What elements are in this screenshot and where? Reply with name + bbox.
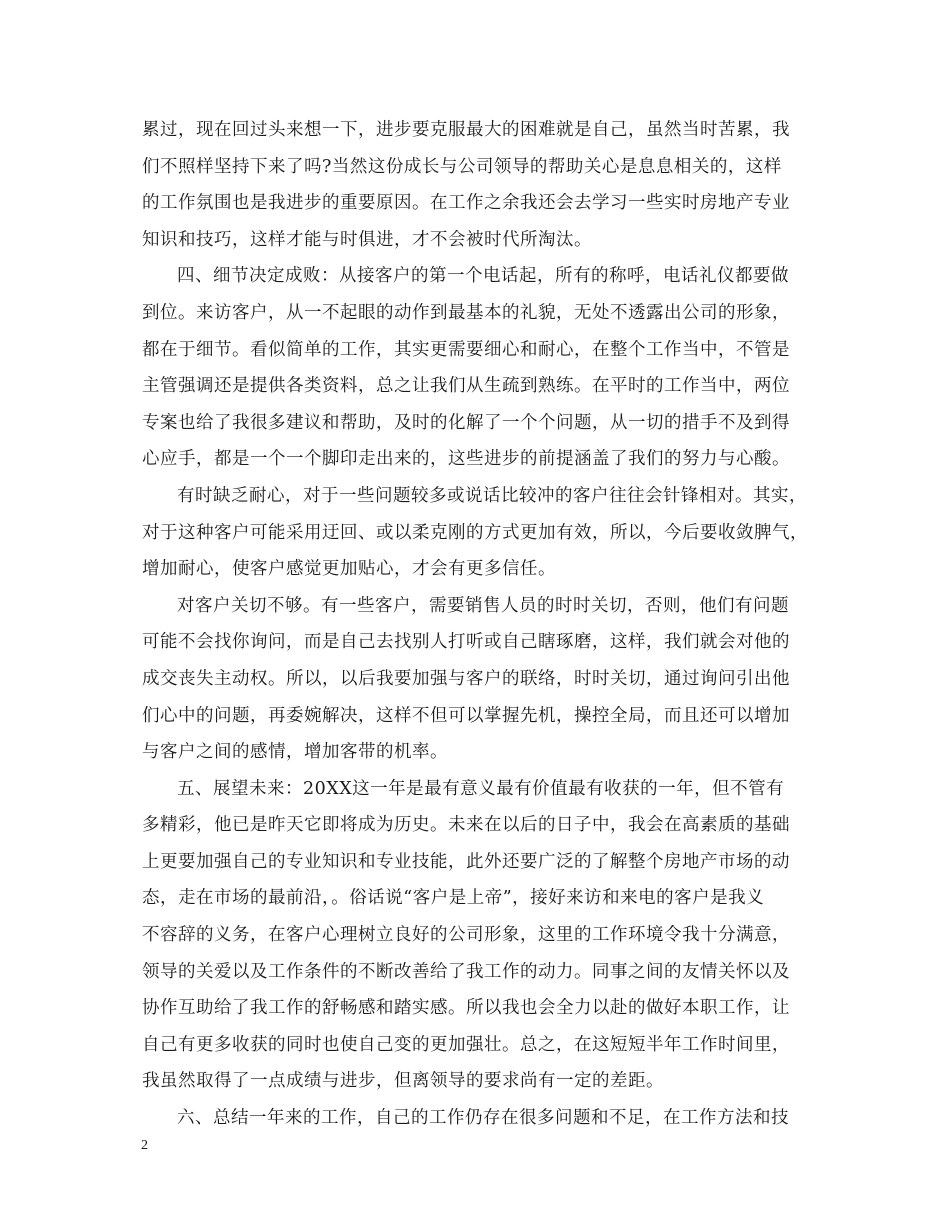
text-line: 专案也给了我很多建议和帮助，及时的化解了一个个问题，从一切的措手不及到得	[142, 412, 790, 433]
text-line: 与客户之间的感情，增加客带的机率。	[142, 742, 448, 763]
text-line: 心应手，都是一个一个脚印走出来的，这些进步的前提涵盖了我们的努力与心酸。	[142, 449, 790, 470]
paragraph-first-line: 五、展望未来：20XX这一年是最有意义最有价值最有收获的一年，但不管有	[177, 778, 785, 799]
paragraph-first-line: 有时缺乏耐心，对于一些问题较多或说话比较冲的客户往往会针锋相对。其实，	[177, 485, 807, 506]
text-line: 到位。来访客户，从一不起眼的动作到最基本的礼貌，无处不透露出公司的形象，	[142, 302, 790, 323]
text-line: 累过，现在回过头来想一下，进步要克服最大的困难就是自己，虽然当时苦累，我	[142, 120, 790, 140]
text-line: 们心中的问题，再委婉解决，这样不但可以掌握先机，操控全局，而且还可以增加	[142, 705, 790, 726]
paragraph-first-line: 对客户关切不够。有一些客户，需要销售人员的时时关切，否则，他们有问题	[177, 595, 789, 616]
text-line: 态，走在市场的最前沿，。俗话说“客户是上帝”，接好来访和来电的客户是我义	[142, 888, 765, 909]
paragraph-first-line: 四、细节决定成败：从接客户的第一个电话起，所有的称呼，电话礼仪都要做	[177, 266, 789, 287]
text-line: 领导的关爱以及工作条件的不断改善给了我工作的动力。同事之间的友情关怀以及	[142, 961, 790, 982]
paragraph-first-line: 六、总结一年来的工作，自己的工作仍存在很多问题和不足，在工作方法和技	[177, 1108, 789, 1129]
text-line: 们不照样坚持下来了吗?当然这份成长与公司领导的帮助关心是息息相关的，这样	[142, 156, 782, 177]
text-line: 主管强调还是提供各类资料，总之让我们从生疏到熟练。在平时的工作当中，两位	[142, 376, 790, 397]
page-number: 2	[141, 1138, 148, 1153]
text-line: 我虽然取得了一点成绩与进步，但离领导的要求尚有一定的差距。	[142, 1071, 664, 1092]
text-line: 不容辞的义务，在客户心理树立良好的公司形象，这里的工作环境令我十分满意，	[142, 925, 790, 946]
text-line: 自己有更多收获的同时也使自己变的更加强壮。总之，在这短短半年工作时间里，	[142, 1034, 790, 1055]
text-line: 增加耐心，使客户感觉更加贴心，才会有更多信任。	[142, 559, 556, 580]
text-line: 上更要加强自己的专业知识和专业技能，此外还要广泛的了解整个房地产市场的动	[142, 851, 790, 872]
text-line: 都在于细节。看似简单的工作，其实更需要细心和耐心，在整个工作当中，不管是	[142, 339, 790, 360]
text-line: 多精彩，他已是昨天它即将成为历史。未来在以后的日子中，我会在高素质的基础	[142, 815, 790, 836]
text-line: 可能不会找你询问，而是自己去找别人打听或自己瞎琢磨，这样，我们就会对他的	[142, 632, 790, 653]
text-line: 协作互助给了我工作的舒畅感和踏实感。所以我也会全力以赴的做好本职工作，让	[142, 998, 790, 1019]
text-line: 对于这种客户可能采用迂回、或以柔克刚的方式更加有效，所以，今后要收敛脾气，	[142, 522, 808, 543]
text-line: 知识和技巧，这样才能与时俱进，才不会被时代所淘汰。	[142, 229, 592, 250]
text-line: 成交丧失主动权。所以，以后我要加强与客户的联络，时时关切，通过询问引出他	[142, 668, 790, 689]
text-line: 的工作氛围也是我进步的重要原因。在工作之余我还会去学习一些实时房地产专业	[142, 193, 790, 214]
body-text	[142, 118, 812, 1143]
